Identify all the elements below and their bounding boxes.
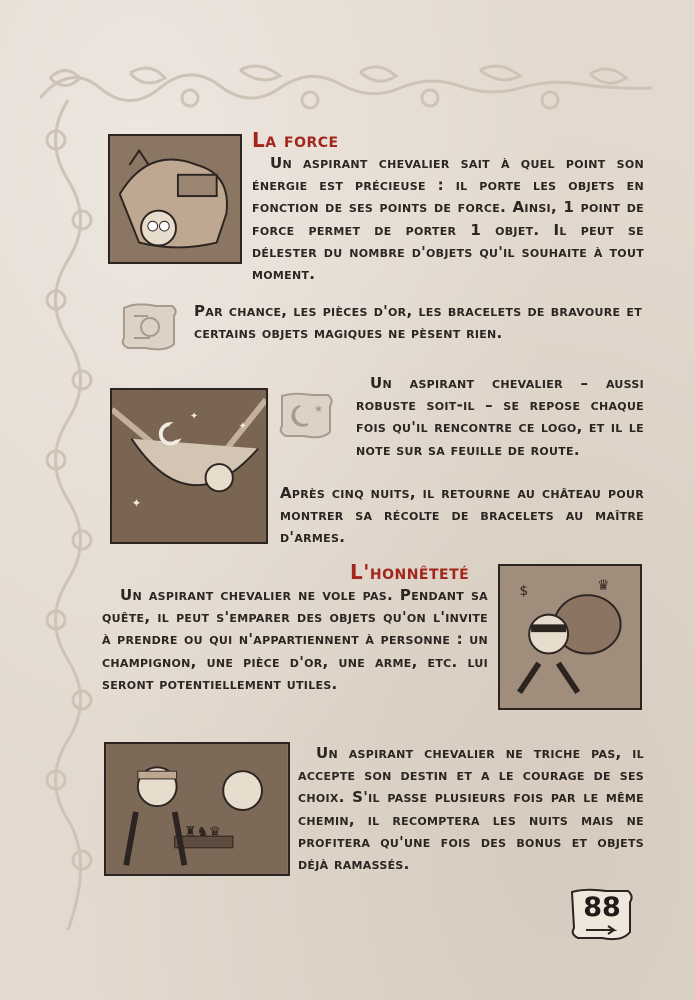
heading-honnetete: L'honnêteté xyxy=(350,560,470,584)
svg-text:★: ★ xyxy=(314,404,323,415)
paragraph-repos-2: Après cinq nuits, il retourne au château pour montrer sa récolte de bracelets au maître d'armes. xyxy=(280,484,644,547)
page-number: 88 xyxy=(583,892,621,923)
top-ornament xyxy=(40,58,652,116)
paragraph-force: Un aspirant chevalier sait à quel point son énergie est précieuse : il porte les objets en fonction de ses points de force. Ainsi, 1 point de force permet de porter 1 objet. Il peut se délester du nombre d'objets qu'il souhaite à tout moment. xyxy=(252,154,644,284)
svg-text:$: $ xyxy=(519,583,529,600)
svg-text:✦: ✦ xyxy=(189,411,199,423)
illustration-chess-game xyxy=(104,742,290,876)
illustration-thief-with-sack xyxy=(498,564,642,710)
paragraph-honnetete: Un aspirant chevalier ne vole pas. Pendant sa quête, il peut s'emparer des objets qu'on l'invite à prendre ou qui n'appartiennent à personne : un champignon, une pièce d'or, une arme, etc. lui seront potentiellement utiles. xyxy=(102,586,488,693)
svg-text:♜♞♛: ♜♞♛ xyxy=(184,824,221,841)
scroll-icon xyxy=(116,300,182,356)
heading-force: La force xyxy=(252,128,339,152)
paragraph-repos: Un aspirant chevalier – aussi robuste soit-il – se repose chaque fois qu'il rencontre ce logo, et il le note sur sa feuille de route. xyxy=(356,374,644,459)
svg-text:✦: ✦ xyxy=(238,420,247,432)
svg-text:✦: ✦ xyxy=(131,495,142,510)
paragraph-chance: Par chance, les pièces d'or, les bracelets de bravoure et certains objets magiques ne pèsent rien. xyxy=(194,302,642,343)
moon-stars-scroll-icon xyxy=(276,390,336,444)
illustration-knight-carrying-objects xyxy=(108,134,242,264)
illustration-knight-in-hammock xyxy=(110,388,268,544)
svg-text:♛: ♛ xyxy=(597,577,610,594)
paragraph-triche: Un aspirant chevalier ne triche pas, il accepte son destin et a le courage de ses choix. S'il passe plusieurs fois par le même chemin, il recomptera les nuits mais ne profitera qu'une fois des bonus et objets déjà ramassés. xyxy=(298,744,644,874)
left-ornament xyxy=(38,100,100,930)
